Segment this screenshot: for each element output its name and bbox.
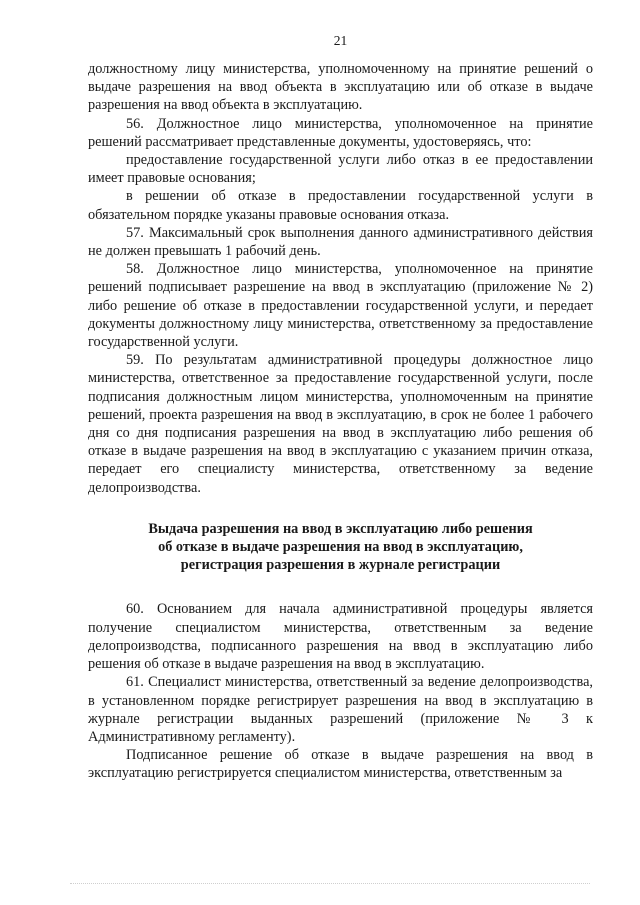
paragraph-p61-b: Подписанное решение об отказе в выдаче разрешения на ввод в эксплуатацию регистрируется специалистом министерства, ответственным за bbox=[88, 747, 593, 782]
paragraph-p56-a: предоставление государственной услуги либо отказ в ее предоставлении имеет правовые основания; bbox=[88, 152, 593, 187]
paragraph-p56-b: в решении об отказе в предоставлении государственной услуги в обязательном порядке указаны правовые основания отказа. bbox=[88, 188, 593, 223]
section-heading-line-1: Выдача разрешения на ввод в эксплуатацию либо решения bbox=[148, 520, 533, 537]
page-number: 21 bbox=[333, 33, 348, 48]
document-body bbox=[88, 60, 593, 783]
paragraph-p58: 58. Должностное лицо министерства, уполномоченное на принятие решений подписывает разрешение на ввод в эксплуатацию (приложение № 2) либо решение об отказе в предоставлении государственной услуги, и передает документы должностному лицу министерства, ответственному за предоставление государственной услуги. bbox=[88, 261, 593, 351]
paragraph-p59: 59. По результатам административной процедуры должностное лицо министерства, ответственное за предоставление государственной услуги, после подписания должностным лицом министерства, уполномоченным на принятие решений, проекта разрешения на ввод в эксплуатацию, в срок не более 1 рабочего дня со дня подписания разрешения на ввод в эксплуатацию либо решения об отказе в выдаче разрешения на ввод в эксплуатацию с указанием причин отказа, передает его специалисту министерства, ответственному за ведение делопроизводства. bbox=[88, 352, 593, 496]
document-page bbox=[88, 0, 593, 905]
paragraph-p57: 57. Максимальный срок выполнения данного административного действия не должен превышать 1 рабочий день. bbox=[88, 224, 593, 260]
section-heading-line-2: об отказе в выдаче разрешения на ввод в эксплуатацию, bbox=[158, 539, 523, 556]
section-heading-line-3: регистрация разрешения в журнале регистрации bbox=[180, 557, 501, 574]
paragraph-p61: 61. Специалист министерства, ответственный за ведение делопроизводства, в установленном порядке регистрирует разрешения на ввод в эксплуатацию в журнале регистрации выданных разрешений (приложение № 3 к Административному регламенту). bbox=[88, 674, 593, 745]
paragraph-p55-cont: должностному лицу министерства, уполномоченному на принятие решений о выдаче разрешения на ввод объекта в эксплуатацию или об отказе в выдаче разрешения на ввод объекта в эксплуатацию. bbox=[88, 61, 593, 114]
paragraphs-top bbox=[88, 60, 593, 497]
paragraph-p56: 56. Должностное лицо министерства, уполномоченное на принятие решений рассматривает представленные документы, удостоверяясь, что: bbox=[88, 115, 593, 150]
paragraphs-bottom bbox=[88, 600, 593, 782]
section-heading bbox=[88, 520, 593, 575]
paragraph-p60: 60. Основанием для начала административной процедуры является получение специалистом министерства, ответственным за ведение делопроизводства, подписанного разрешения на ввод в эксплуатацию либо решения об отказе в выдаче разрешения на ввод в эксплуатацию. bbox=[88, 601, 593, 673]
scan-artifact-line bbox=[70, 883, 590, 885]
